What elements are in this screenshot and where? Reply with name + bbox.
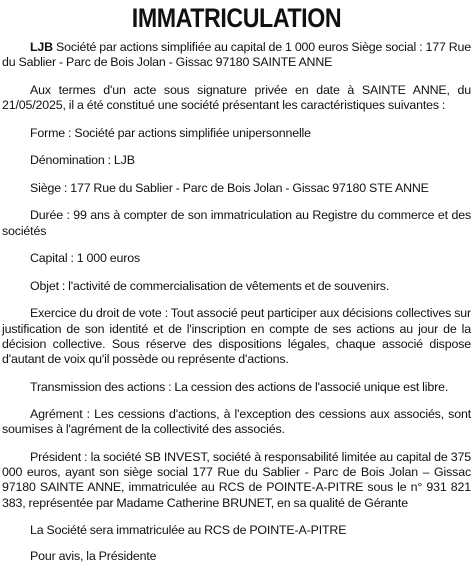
intro-paragraph	[2, 40, 471, 70]
act-paragraph: Aux termes d'un acte sous signature privée en date à SAINTE ANNE, du 21/05/2025, il a été constitué une société présentant les caractéristiques suivantes :	[2, 82, 471, 112]
objet-paragraph: Objet : l'activité de commercialisation de vêtements et de souvenirs.	[30, 278, 390, 293]
transmission-paragraph: Transmission des actions : La cession des actions de l'associé unique est libre.	[30, 379, 449, 394]
signature-line: Pour avis, la Présidente	[30, 549, 157, 564]
president-paragraph: Président : la société SB INVEST, société à responsabilité limitée au capital de 375 000 euros, ayant son siège social 177 Rue du Sablier - Parc de Bois Jolan – Gissac 97180 SAINTE ANNE, immatriculée au RCS de POINTE-A-PITRE sous le n° 931 821 383, représentée par Madame Catherine BRUNET, en sa qualité de Gérante	[2, 449, 471, 510]
siege-paragraph: Siège : 177 Rue du Sablier - Parc de Bois Jolan - Gissac 97180 STE ANNE	[30, 180, 429, 195]
intro-text: Société par actions simplifiée au capital de 1 000 euros Siège social : 177 Rue du Sablier - Parc de Bois Jolan - Gissac 97180 SAINTE ANNE	[2, 40, 471, 70]
notice-title: IMMATRICULATION	[131, 3, 342, 33]
duree-paragraph: Durée : 99 ans à compter de son immatriculation au Registre du commerce et des sociétés	[2, 208, 471, 238]
company-name: LJB	[30, 40, 53, 54]
forme-paragraph: Forme : Société par actions simplifiée unipersonnelle	[30, 125, 311, 140]
capital-paragraph: Capital : 1 000 euros	[30, 251, 140, 266]
rcs-paragraph: La Société sera immatriculée au RCS de POINTE-A-PITRE	[30, 523, 347, 538]
vote-paragraph: Exercice du droit de vote : Tout associé peut participer aux décisions collectives sur justification de son identité et de l'inscription en compte de ses actions au jour de la décision collective. Sous réserve des dispositions légales, chaque associé dispose d'autant de voix qu'il possède ou représente d'actions.	[2, 306, 471, 366]
agrement-paragraph: Agrément : Les cessions d'actions, à l'exception des cessions aux associés, sont soumises à l'agrément de la collectivité des associés.	[2, 407, 471, 437]
denomination-paragraph: Dénomination : LJB	[30, 153, 135, 168]
